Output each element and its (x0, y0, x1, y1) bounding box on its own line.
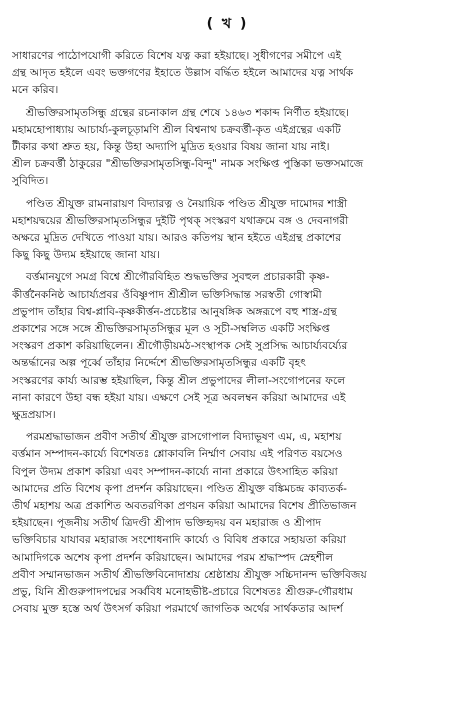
paragraph-3 (12, 196, 443, 265)
text-line: প্রভুপাদ তাঁহার বিশ্ব-প্লাবি-কৃষ্ণকীর্ত্তন-প্রচেষ্টার আনুষঙ্গিক অঙ্গরূপে বহু শাস্ত্র-গ্রন্থ (12, 305, 337, 318)
paragraph-5 (12, 429, 443, 618)
text-line: মহাশয়দ্বয়ের শ্রীভক্তিরসামৃতসিন্ধুর দুইটি পৃথক্ সংস্করণ যথাক্রমে বঙ্গ ও দেবনাগরী (12, 214, 349, 227)
text-line: পণ্ডিত শ্রীযুক্ত রামনারায়ণ বিদ্যারত্ন ও নৈয়ায়িক পণ্ডিত শ্রীযুক্ত দামোদর শাস্ত্রী (26, 197, 348, 210)
paragraph-1 (12, 48, 443, 100)
text-line: বৰ্ত্তমানযুগে সমগ্র বিশ্বে শ্রীগৌরবিহিত শুদ্ধভক্তির সুবহুল প্রচারকারী কৃষ্ণ- (26, 271, 330, 284)
text-line: অক্ষরে মুদ্রিত দেখিতে পাওয়া যায়। আরও কতিপয় স্থান হইতে এইগ্রন্থ প্রকাশের (12, 232, 342, 245)
text-line: তীর্থ মহাশয় অত্র প্রকাশিত অবতরণিকা প্রণয়ন করিয়া আমাদের বিশেষ প্রীতিভাজন (12, 500, 357, 513)
text-line: আমাদের প্রতি বিশেষ কৃপা প্রদর্শন করিয়াছেন। পণ্ডিত শ্রীযুক্ত বঙ্কিমচন্দ্র কাব্যতর্ক- (12, 482, 347, 495)
text-line: অন্তর্দ্ধানের অল্প পূর্ব্বে তাঁহার নির্দ্দেশে শ্রীভক্তিরসামৃতসিন্ধুর একটি বৃহৎ (12, 357, 306, 370)
text-line: সেবায় মুক্ত হস্তে অর্থ উৎসর্গ করিয়া পরমার্থে জাগতিক অর্থের সার্থকতার আদর্শ (12, 603, 343, 616)
text-line: শ্রীল চক্রবর্ত্তী ঠাকুরের "শ্রীভক্তিরসামৃতসিন্ধু-বিন্দু" নামক সংক্ষিপ্ত পুস্তিকা ভক্তসমাজে (12, 158, 364, 171)
text-line: ভক্তিবিচার যাযাবর মহারাজ সংশোধনাদি কার্য্যে ও বিবিধ প্রকারে সহায়তা করিয়া (12, 534, 347, 547)
text-line: টীকার কথা শ্রুত হয়, কিন্তু উহা অদ্যাপি মুদ্রিত হওয়ার বিষয় জানা যায় নাই। (12, 141, 330, 154)
text-line: সংস্করণের কার্য্য আরম্ভ হইয়াছিল, কিন্তু শ্রীল প্রভুপাদের লীলা-সংগোপনের ফলে (12, 374, 346, 387)
text-line: সাধারণের পাঠোপযোগী করিতে বিশেষ যত্ন করা হইয়াছে। সুধীগণের সমীপে এই (12, 50, 342, 62)
text-line: গ্রন্থ আদৃত হইলে এবং ভক্তগণের ইহাতে উল্লাস বৰ্দ্ধিত হইলে আমাদের যত্ন সার্থক (12, 67, 354, 80)
text-line: নানা কারণে উহা বন্ধ হইয়া যায়। এক্ষণে সেই সূত্র অবলম্বন করিয়া আমাদের এই (12, 391, 346, 404)
text-line: মনে করিব। (12, 84, 59, 97)
text-line: প্রকাশের সঙ্গে সঙ্গে শ্রীভক্তিরসামৃতসিন্ধুর মূল ও সূচী-সম্বলিত একটি সংক্ষিপ্ত (12, 323, 330, 336)
paragraph-2 (12, 105, 443, 191)
text-line: প্রবীণ সম্মানভাজন সতীর্থ শ্রীভক্তিবিনোদাশ্রয় শ্রেষ্ঠাশ্রয় শ্রীযুক্ত সচ্চিদানন্দ ভক্তিবিজয় (12, 568, 367, 581)
text-line: বিপুল উদ্যম প্রকাশ করিয়া এবং সম্পাদন-কার্য্যে নানা প্রকারে উৎসাহিত করিয়া (12, 465, 338, 478)
text-line: শ্রীভক্তিরসামৃতসিন্ধু গ্রন্থের রচনাকাল গ্রন্থ শেষে ১৪৬৩ শকাব্দ নির্ণীত হইয়াছে। (26, 106, 350, 119)
paragraph-4 (12, 269, 443, 424)
text-line: সংস্করণ প্রকাশ করিয়াছিলেন। শ্রীগৌড়ীয়মঠ-সংস্থাপক সেই সুপ্রসিদ্ধ আচার্য্যবর্য্যের (12, 340, 348, 353)
text-line: বৰ্ত্তমান সম্পাদন-কার্য্যে বিশেষতঃ শ্লোকাবলি নির্ম্মাণ সেবায় এই পরিণত বয়সেও (12, 448, 343, 461)
text-line: কিছু কিছু উদ্যম হইয়াছে জানা যায়। (12, 249, 161, 262)
text-line: প্রভু, যিনি শ্রীগুরুপাদপদ্মের সর্ব্ববিধ মনোহভীষ্ট-প্রচারে বিশেষতঃ শ্রীগুরু-গৌরধাম (12, 586, 353, 599)
text-line: হইয়াছেন। পূজনীয় সতীর্থ ত্রিদণ্ডী শ্রীপাদ ভক্তিহৃদয় বন মহারাজ ও শ্রীপাদ (12, 517, 322, 530)
text-line: আমাদিগকে অশেষ কৃপা প্রদর্শন করিয়াছেন। আমাদের পরম শ্রদ্ধাস্পদ স্নেহশীল (12, 551, 333, 564)
text-line: কীৰ্ত্তনৈকনিষ্ঠ আচার্য্যপ্রবর ওঁবিষ্ণুপাদ শ্রীশ্রীল ভক্তিসিদ্ধান্ত সরস্বতী গোস্বামী (12, 288, 322, 301)
page-number: ( খ ) (206, 16, 249, 32)
text-line: ক্ষুদ্রপ্রয়াস। (12, 409, 56, 422)
text-line: সুবিদিত। (12, 175, 49, 188)
text-line: পরমশ্রদ্ধাভাজন প্রবীণ সতীর্থ শ্রীযুক্ত রাসগোপাল বিদ্যাভূষণ এম, এ, মহাশয় (26, 431, 342, 444)
text-line: মহামহোপাধ্যায় আচাৰ্য্য-কুলচূড়ামণি শ্রীল বিশ্বনাথ চক্রবর্ত্তী-কৃত এইগ্রন্থের একটি (12, 123, 341, 136)
